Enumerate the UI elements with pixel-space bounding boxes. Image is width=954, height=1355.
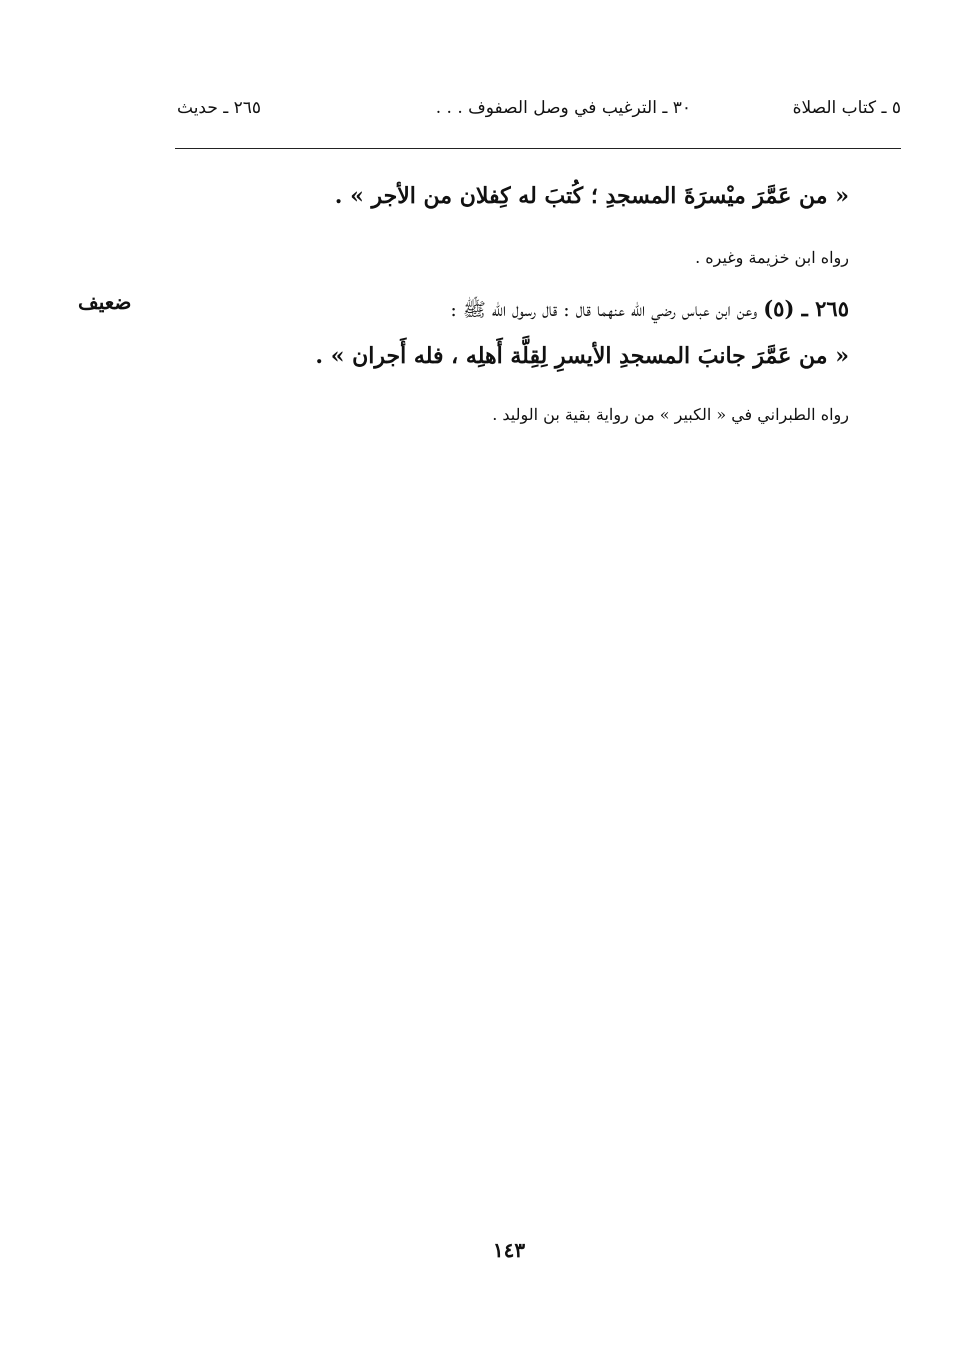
hadith-source: رواه الطبراني في « الكبير » من رواية بقية بن الوليد . [492,405,849,424]
hadith-source-previous: رواه ابن خزيمة وغيره . [695,248,849,267]
hadith-text: « من عَمَّرَ جانبَ المسجدِ الأيسرِ لِقِلَّة أَهلِه ، فله أَجران » . [315,343,849,369]
header-hadith-ref: ٢٦٥ ـ حديث [177,98,262,118]
hadith-text-previous: « من عَمَّرَ ميْسرَةَ المسجدِ ؛ كُتبَ له كِفلان من الأجر » . [334,183,849,209]
page-number: ١٤٣ [492,1238,526,1262]
hadith-intro: وعن ابن عباس رضي الله عنهما قال : قال رسول الله ﷺ : [450,299,758,321]
header-chapter: ٥ ـ كتاب الصلاة [792,98,901,118]
running-header [175,98,901,130]
hadith-grade: ضعيف [78,290,132,314]
hadith-heading [450,296,849,326]
hadith-number: ٢٦٥ ـ (٥) [763,296,849,321]
header-section: ٣٠ ـ الترغيب في وصل الصفوف . . . [435,98,691,118]
header-rule [175,148,901,149]
